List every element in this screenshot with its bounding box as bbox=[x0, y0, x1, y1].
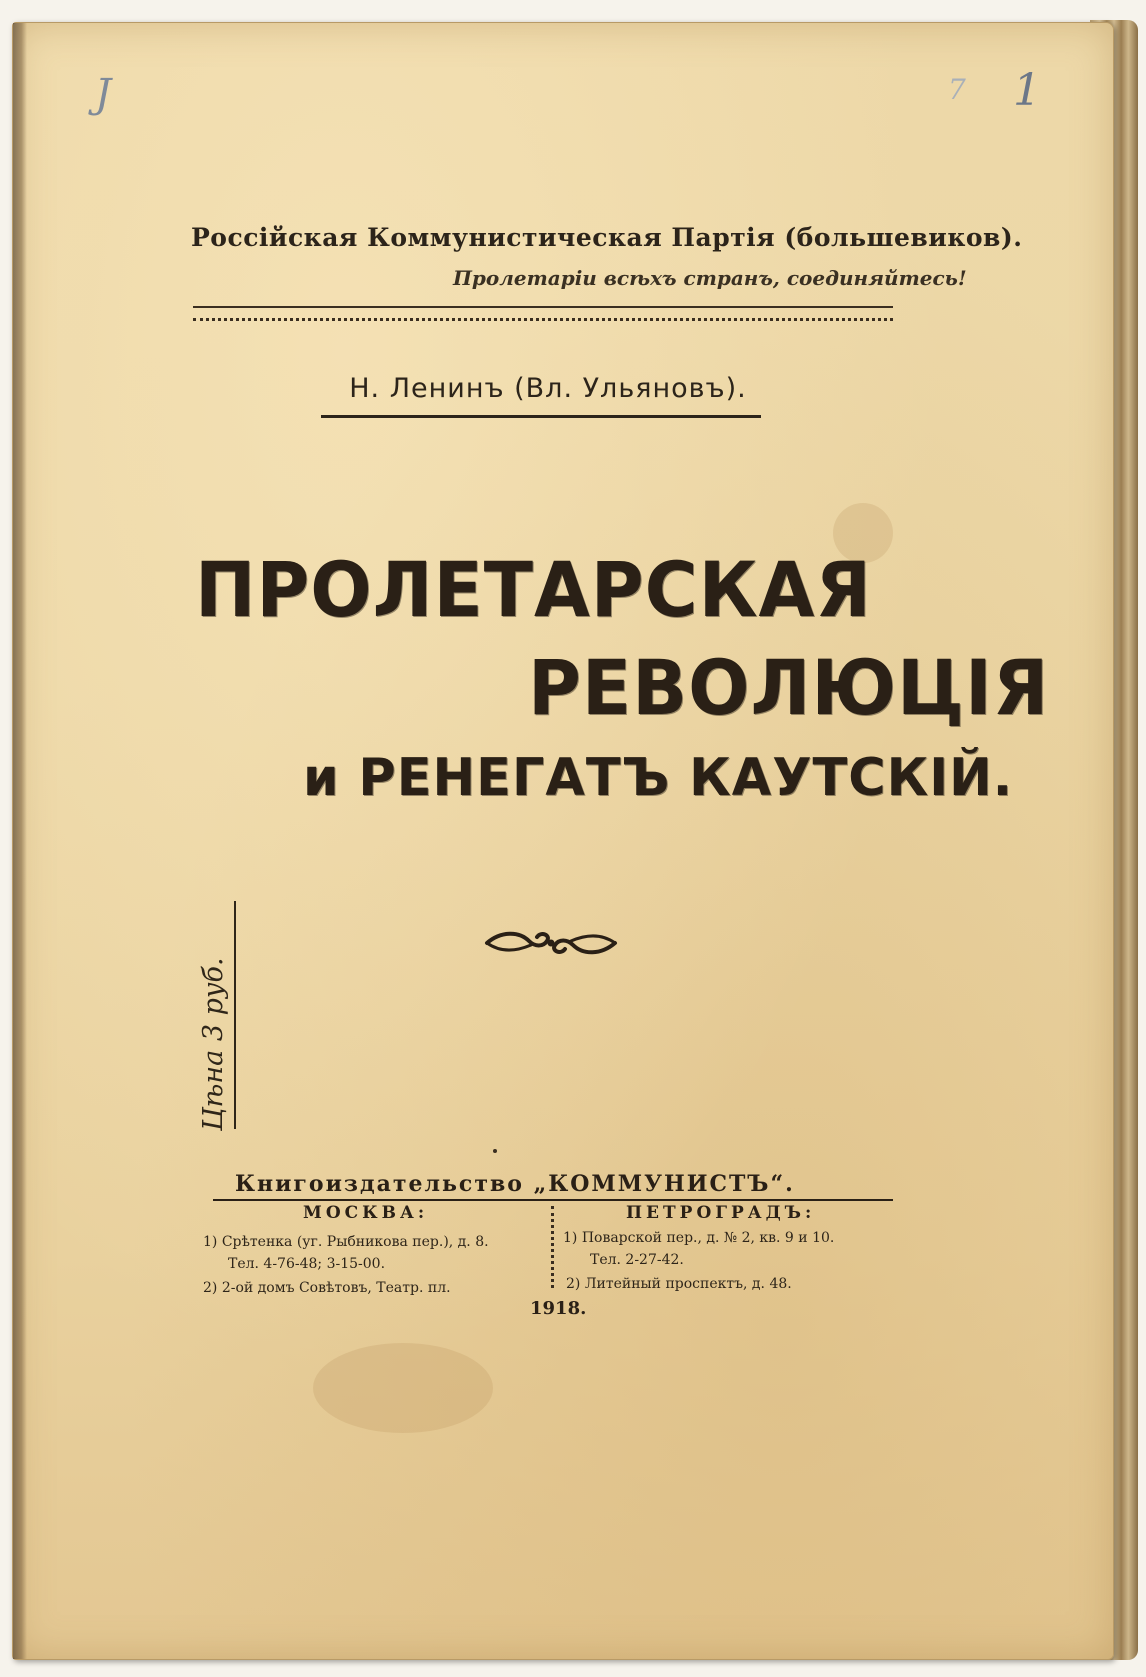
publisher-underline bbox=[213, 1199, 893, 1201]
pencil-mark-right: 1 bbox=[1013, 65, 1041, 116]
city-petrograd: ПЕТРОГРАДЪ: bbox=[626, 1203, 816, 1223]
cover-page bbox=[12, 22, 1114, 1660]
author-name: Н. Ленинъ (Вл. Ульяновъ). bbox=[349, 373, 747, 404]
pencil-mark-left: J bbox=[95, 71, 112, 117]
moscow-address-1: 1) Срѣтенка (уг. Рыбникова пер.), д. 8. bbox=[203, 1234, 489, 1250]
petrograd-address-1: 1) Поварской пер., д. № 2, кв. 9 и 10. bbox=[563, 1230, 835, 1246]
column-divider bbox=[551, 1206, 554, 1288]
slogan: Пролетаріи всѣхъ странъ, соединяйтесь! bbox=[453, 266, 967, 290]
moscow-phone: Тел. 4-76-48; 3-15-00. bbox=[228, 1256, 386, 1272]
price-rule bbox=[234, 901, 236, 1129]
author-underline bbox=[321, 415, 761, 418]
price-stamp bbox=[188, 901, 238, 1131]
pencil-mark-right-faint: 7 bbox=[948, 73, 966, 106]
petrograd-address-2: 2) Литейный проспектъ, д. 48. bbox=[566, 1276, 792, 1292]
city-moscow: МОСКВА: bbox=[303, 1203, 429, 1223]
dot-mark bbox=[493, 1149, 497, 1153]
ornament-icon bbox=[481, 927, 621, 959]
paper-stain bbox=[313, 1343, 493, 1433]
publisher-name: Книгоиздательство „КОММУНИСТЪ“. bbox=[235, 1171, 795, 1197]
moscow-address-2: 2) 2-ой домъ Совѣтовъ, Театр. пл. bbox=[203, 1280, 451, 1296]
header-divider bbox=[193, 306, 893, 321]
spine-shadow bbox=[13, 23, 27, 1659]
publication-year: 1918. bbox=[530, 1298, 587, 1319]
title-line-3: и РЕНЕГАТЪ КАУТСКІЙ. bbox=[303, 748, 1014, 808]
price-text: Цѣна 3 руб. bbox=[198, 957, 229, 1131]
title-line-2: РЕВОЛЮЦІЯ bbox=[528, 643, 1050, 732]
petrograd-phone: Тел. 2-27-42. bbox=[590, 1252, 684, 1268]
title-line-1: ПРОЛЕТАРСКАЯ bbox=[195, 545, 872, 634]
party-heading: Россійская Коммунистическая Партія (большевиков). bbox=[191, 223, 1023, 252]
